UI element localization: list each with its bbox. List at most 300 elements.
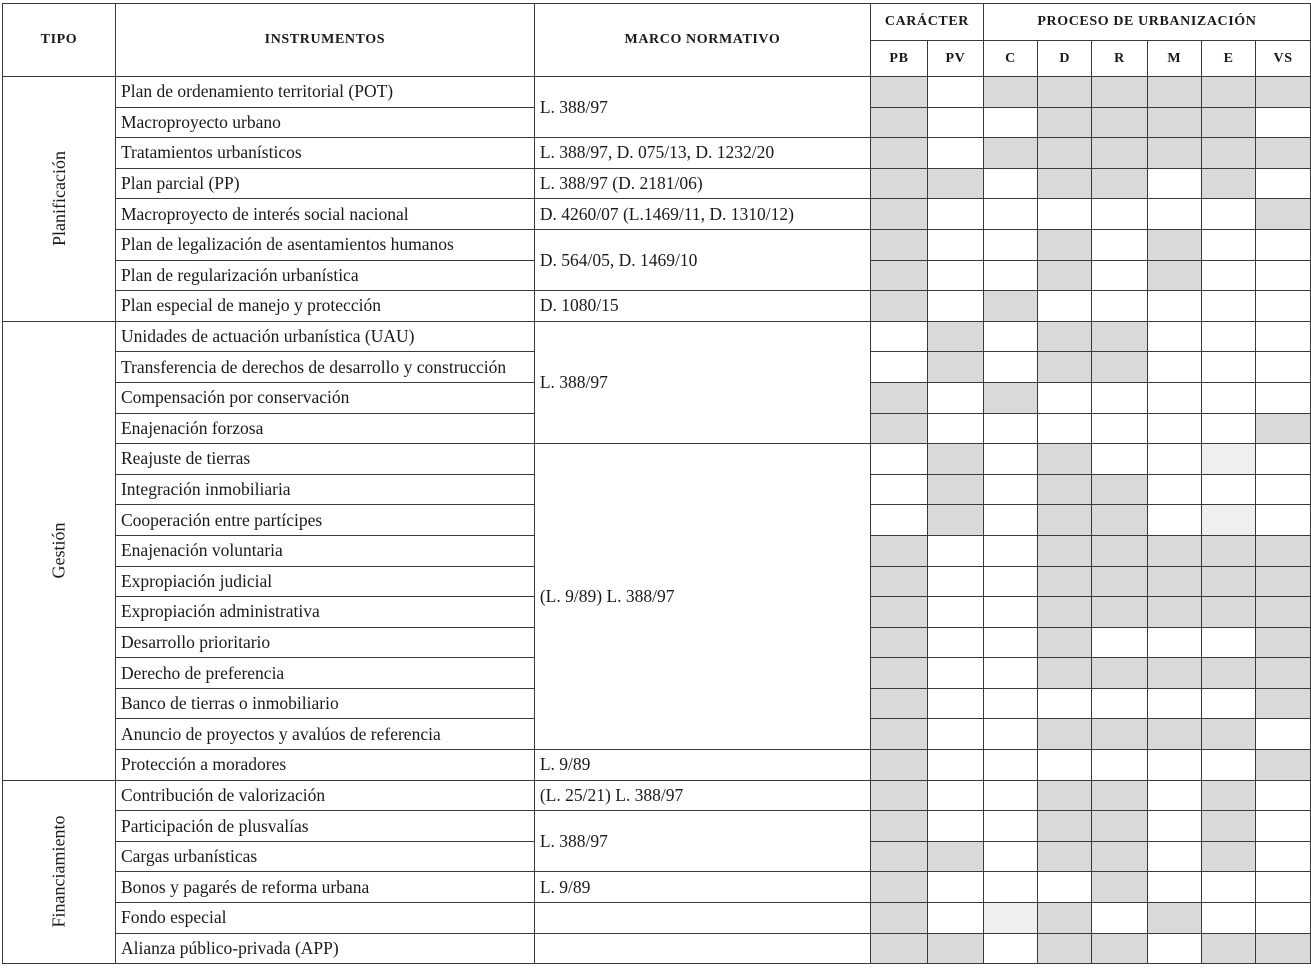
header-instrumentos: INSTRUMENTOS: [115, 4, 534, 77]
matrix-cell-r: [1092, 444, 1147, 475]
matrix-cell-e: [1201, 199, 1255, 230]
matrix-cell-c: [983, 872, 1037, 903]
matrix-cell-pb: [871, 229, 928, 260]
header-col-e: E: [1201, 41, 1255, 77]
matrix-cell-r: [1092, 872, 1147, 903]
table-row: [3, 933, 1311, 964]
matrix-cell-e: [1201, 444, 1255, 475]
matrix-cell-c: [983, 321, 1037, 352]
matrix-cell-pb: [871, 658, 928, 689]
matrix-cell-r: [1092, 168, 1147, 199]
matrix-cell-e: [1201, 841, 1255, 872]
matrix-cell-d: [1038, 597, 1092, 628]
matrix-cell-vs: [1256, 474, 1311, 505]
matrix-cell-vs: [1256, 260, 1311, 291]
matrix-cell-m: [1147, 382, 1201, 413]
matrix-cell-pv: [927, 750, 983, 781]
matrix-cell-m: [1147, 841, 1201, 872]
instrumento-cell: Cooperación entre partícipes: [115, 505, 534, 536]
header-col-d: D: [1038, 41, 1092, 77]
matrix-cell-vs: [1256, 688, 1311, 719]
matrix-cell-c: [983, 168, 1037, 199]
matrix-cell-d: [1038, 291, 1092, 322]
matrix-cell-pv: [927, 719, 983, 750]
matrix-cell-pb: [871, 382, 928, 413]
marco-normativo-cell: L. 9/89: [534, 750, 870, 781]
matrix-cell-d: [1038, 413, 1092, 444]
matrix-cell-e: [1201, 291, 1255, 322]
matrix-cell-d: [1038, 841, 1092, 872]
matrix-cell-c: [983, 382, 1037, 413]
instrumento-cell: Reajuste de tierras: [115, 444, 534, 475]
marco-normativo-cell: (L. 25/21) L. 388/97: [534, 780, 870, 811]
matrix-cell-vs: [1256, 444, 1311, 475]
matrix-cell-m: [1147, 933, 1201, 964]
matrix-cell-pb: [871, 535, 928, 566]
matrix-cell-pv: [927, 658, 983, 689]
matrix-cell-pb: [871, 780, 928, 811]
matrix-cell-e: [1201, 352, 1255, 383]
matrix-cell-r: [1092, 688, 1147, 719]
matrix-cell-r: [1092, 535, 1147, 566]
matrix-cell-vs: [1256, 627, 1311, 658]
header-col-m: M: [1147, 41, 1201, 77]
matrix-cell-e: [1201, 321, 1255, 352]
instrumento-cell: Enajenación voluntaria: [115, 535, 534, 566]
matrix-cell-pv: [927, 168, 983, 199]
matrix-cell-e: [1201, 688, 1255, 719]
instrumento-cell: Banco de tierras o inmobiliario: [115, 688, 534, 719]
matrix-cell-m: [1147, 811, 1201, 842]
header-col-pv: PV: [927, 41, 983, 77]
matrix-cell-vs: [1256, 841, 1311, 872]
instrumento-cell: Macroproyecto urbano: [115, 107, 534, 138]
table-row: [3, 750, 1311, 781]
matrix-cell-e: [1201, 413, 1255, 444]
matrix-cell-c: [983, 933, 1037, 964]
matrix-cell-vs: [1256, 77, 1311, 108]
matrix-cell-m: [1147, 107, 1201, 138]
matrix-cell-c: [983, 841, 1037, 872]
instrumento-cell: Macroproyecto de interés social nacional: [115, 199, 534, 230]
matrix-cell-r: [1092, 291, 1147, 322]
matrix-cell-e: [1201, 903, 1255, 934]
matrix-cell-pb: [871, 352, 928, 383]
instrumento-cell: Plan de ordenamiento territorial (POT): [115, 77, 534, 108]
matrix-cell-pv: [927, 872, 983, 903]
matrix-cell-d: [1038, 903, 1092, 934]
matrix-cell-r: [1092, 138, 1147, 169]
matrix-cell-r: [1092, 933, 1147, 964]
instrumento-cell: Plan de legalización de asentamientos humanos: [115, 229, 534, 260]
matrix-cell-pb: [871, 168, 928, 199]
matrix-cell-vs: [1256, 168, 1311, 199]
matrix-cell-pv: [927, 229, 983, 260]
table-row: [3, 229, 1311, 260]
table-body: [3, 77, 1311, 964]
matrix-cell-c: [983, 627, 1037, 658]
matrix-cell-d: [1038, 321, 1092, 352]
matrix-cell-pv: [927, 811, 983, 842]
matrix-cell-pb: [871, 933, 928, 964]
matrix-cell-c: [983, 780, 1037, 811]
header-col-c: C: [983, 41, 1037, 77]
matrix-cell-c: [983, 229, 1037, 260]
instrumento-cell: Transferencia de derechos de desarrollo y construcción: [115, 352, 534, 383]
instrumento-cell: Cargas urbanísticas: [115, 841, 534, 872]
matrix-cell-pv: [927, 627, 983, 658]
matrix-cell-pb: [871, 688, 928, 719]
instrumento-cell: Unidades de actuación urbanística (UAU): [115, 321, 534, 352]
matrix-cell-e: [1201, 260, 1255, 291]
matrix-cell-r: [1092, 903, 1147, 934]
table-row: [3, 168, 1311, 199]
matrix-cell-pv: [927, 321, 983, 352]
instrumento-cell: Plan parcial (PP): [115, 168, 534, 199]
matrix-cell-vs: [1256, 352, 1311, 383]
matrix-cell-r: [1092, 658, 1147, 689]
instrumento-cell: Participación de plusvalías: [115, 811, 534, 842]
matrix-cell-d: [1038, 505, 1092, 536]
matrix-cell-m: [1147, 444, 1201, 475]
matrix-cell-d: [1038, 566, 1092, 597]
matrix-cell-pb: [871, 291, 928, 322]
matrix-cell-pv: [927, 138, 983, 169]
matrix-cell-r: [1092, 505, 1147, 536]
matrix-cell-pv: [927, 780, 983, 811]
matrix-cell-c: [983, 474, 1037, 505]
matrix-cell-pv: [927, 352, 983, 383]
matrix-cell-pb: [871, 811, 928, 842]
matrix-cell-r: [1092, 474, 1147, 505]
matrix-cell-m: [1147, 535, 1201, 566]
matrix-cell-c: [983, 413, 1037, 444]
marco-normativo-cell: L. 388/97: [534, 321, 870, 443]
header-tipo: TIPO: [3, 4, 116, 77]
tipo-cell: [3, 321, 116, 780]
matrix-cell-e: [1201, 719, 1255, 750]
tipo-cell: [3, 780, 116, 964]
matrix-cell-d: [1038, 872, 1092, 903]
table-row: [3, 291, 1311, 322]
matrix-cell-r: [1092, 750, 1147, 781]
matrix-cell-m: [1147, 719, 1201, 750]
matrix-cell-r: [1092, 382, 1147, 413]
matrix-cell-e: [1201, 658, 1255, 689]
matrix-cell-e: [1201, 811, 1255, 842]
table-row: [3, 444, 1311, 475]
matrix-cell-vs: [1256, 750, 1311, 781]
instrumento-cell: Plan especial de manejo y protección: [115, 291, 534, 322]
table-row: [3, 780, 1311, 811]
instrumento-cell: Expropiación administrativa: [115, 597, 534, 628]
matrix-cell-d: [1038, 352, 1092, 383]
matrix-cell-m: [1147, 597, 1201, 628]
matrix-cell-pb: [871, 474, 928, 505]
matrix-cell-c: [983, 658, 1037, 689]
marco-normativo-cell: L. 9/89: [534, 872, 870, 903]
matrix-cell-r: [1092, 566, 1147, 597]
marco-normativo-cell: L. 388/97, D. 075/13, D. 1232/20: [534, 138, 870, 169]
matrix-cell-r: [1092, 597, 1147, 628]
matrix-cell-m: [1147, 77, 1201, 108]
matrix-cell-pv: [927, 505, 983, 536]
matrix-cell-c: [983, 688, 1037, 719]
matrix-cell-vs: [1256, 566, 1311, 597]
matrix-cell-m: [1147, 291, 1201, 322]
matrix-cell-c: [983, 505, 1037, 536]
matrix-cell-vs: [1256, 597, 1311, 628]
matrix-cell-vs: [1256, 903, 1311, 934]
matrix-cell-c: [983, 811, 1037, 842]
matrix-cell-pv: [927, 597, 983, 628]
matrix-cell-d: [1038, 107, 1092, 138]
matrix-cell-m: [1147, 168, 1201, 199]
matrix-cell-e: [1201, 750, 1255, 781]
matrix-cell-r: [1092, 780, 1147, 811]
matrix-cell-vs: [1256, 291, 1311, 322]
matrix-cell-pb: [871, 413, 928, 444]
matrix-cell-m: [1147, 138, 1201, 169]
marco-normativo-cell: L. 388/97: [534, 811, 870, 872]
table-row: [3, 199, 1311, 230]
marco-normativo-cell: [534, 933, 870, 964]
matrix-cell-e: [1201, 138, 1255, 169]
matrix-cell-pv: [927, 291, 983, 322]
matrix-cell-m: [1147, 658, 1201, 689]
matrix-cell-e: [1201, 627, 1255, 658]
matrix-cell-m: [1147, 474, 1201, 505]
matrix-cell-vs: [1256, 933, 1311, 964]
matrix-cell-pv: [927, 903, 983, 934]
table-row: [3, 811, 1311, 842]
matrix-cell-c: [983, 903, 1037, 934]
matrix-cell-e: [1201, 780, 1255, 811]
matrix-cell-r: [1092, 627, 1147, 658]
instrumento-cell: Anuncio de proyectos y avalúos de referencia: [115, 719, 534, 750]
matrix-cell-c: [983, 719, 1037, 750]
matrix-cell-e: [1201, 382, 1255, 413]
matrix-cell-vs: [1256, 535, 1311, 566]
matrix-cell-pv: [927, 107, 983, 138]
instrumento-cell: Alianza público-privada (APP): [115, 933, 534, 964]
instrumento-cell: Tratamientos urbanísticos: [115, 138, 534, 169]
matrix-cell-c: [983, 77, 1037, 108]
marco-normativo-cell: L. 388/97 (D. 2181/06): [534, 168, 870, 199]
matrix-cell-d: [1038, 229, 1092, 260]
matrix-cell-pb: [871, 566, 928, 597]
matrix-cell-d: [1038, 199, 1092, 230]
matrix-cell-e: [1201, 77, 1255, 108]
matrix-cell-vs: [1256, 321, 1311, 352]
tipo-cell: [3, 77, 116, 322]
instruments-matrix-table: [2, 3, 1311, 964]
matrix-cell-m: [1147, 780, 1201, 811]
matrix-cell-vs: [1256, 199, 1311, 230]
matrix-cell-pv: [927, 382, 983, 413]
matrix-cell-pb: [871, 597, 928, 628]
matrix-cell-d: [1038, 811, 1092, 842]
matrix-cell-e: [1201, 933, 1255, 964]
matrix-cell-e: [1201, 107, 1255, 138]
matrix-cell-d: [1038, 750, 1092, 781]
matrix-cell-pv: [927, 841, 983, 872]
instrumento-cell: Compensación por conservación: [115, 382, 534, 413]
matrix-cell-pb: [871, 321, 928, 352]
instrumento-cell: Protección a moradores: [115, 750, 534, 781]
matrix-cell-vs: [1256, 413, 1311, 444]
matrix-cell-c: [983, 566, 1037, 597]
matrix-cell-pv: [927, 77, 983, 108]
matrix-cell-vs: [1256, 505, 1311, 536]
matrix-cell-d: [1038, 627, 1092, 658]
instrumento-cell: Bonos y pagarés de reforma urbana: [115, 872, 534, 903]
matrix-cell-pb: [871, 841, 928, 872]
matrix-cell-r: [1092, 77, 1147, 108]
matrix-cell-vs: [1256, 658, 1311, 689]
matrix-cell-e: [1201, 566, 1255, 597]
marco-normativo-cell: D. 1080/15: [534, 291, 870, 322]
marco-normativo-cell: L. 388/97: [534, 77, 870, 138]
matrix-cell-e: [1201, 872, 1255, 903]
matrix-cell-m: [1147, 505, 1201, 536]
header-col-r: R: [1092, 41, 1147, 77]
header-col-pb: PB: [871, 41, 928, 77]
matrix-cell-m: [1147, 260, 1201, 291]
matrix-cell-pb: [871, 138, 928, 169]
table-row: [3, 903, 1311, 934]
matrix-cell-pv: [927, 199, 983, 230]
marco-normativo-cell: [534, 903, 870, 934]
instrumento-cell: Enajenación forzosa: [115, 413, 534, 444]
matrix-cell-pb: [871, 444, 928, 475]
matrix-cell-pv: [927, 535, 983, 566]
matrix-cell-d: [1038, 444, 1092, 475]
matrix-cell-pv: [927, 444, 983, 475]
matrix-cell-pv: [927, 260, 983, 291]
header-marco-normativo: MARCO NORMATIVO: [534, 4, 870, 77]
matrix-cell-m: [1147, 321, 1201, 352]
matrix-cell-d: [1038, 138, 1092, 169]
matrix-cell-e: [1201, 597, 1255, 628]
matrix-cell-pb: [871, 903, 928, 934]
matrix-cell-pb: [871, 627, 928, 658]
matrix-cell-e: [1201, 505, 1255, 536]
table-row: [3, 77, 1311, 108]
matrix-cell-vs: [1256, 780, 1311, 811]
matrix-cell-e: [1201, 474, 1255, 505]
matrix-cell-pb: [871, 199, 928, 230]
matrix-cell-e: [1201, 535, 1255, 566]
matrix-cell-m: [1147, 199, 1201, 230]
matrix-cell-pb: [871, 107, 928, 138]
matrix-cell-d: [1038, 260, 1092, 291]
matrix-cell-vs: [1256, 382, 1311, 413]
matrix-cell-r: [1092, 321, 1147, 352]
matrix-cell-pb: [871, 505, 928, 536]
instrumento-cell: Contribución de valorización: [115, 780, 534, 811]
table-row: [3, 321, 1311, 352]
matrix-cell-d: [1038, 658, 1092, 689]
matrix-cell-e: [1201, 229, 1255, 260]
matrix-cell-c: [983, 291, 1037, 322]
matrix-cell-m: [1147, 352, 1201, 383]
matrix-cell-c: [983, 750, 1037, 781]
matrix-cell-pb: [871, 77, 928, 108]
matrix-cell-m: [1147, 688, 1201, 719]
matrix-cell-pv: [927, 474, 983, 505]
matrix-cell-r: [1092, 352, 1147, 383]
matrix-cell-m: [1147, 566, 1201, 597]
tipo-label: Gestión: [48, 522, 69, 579]
matrix-cell-pv: [927, 413, 983, 444]
matrix-cell-r: [1092, 413, 1147, 444]
matrix-cell-vs: [1256, 229, 1311, 260]
matrix-cell-r: [1092, 107, 1147, 138]
matrix-cell-pb: [871, 260, 928, 291]
matrix-cell-r: [1092, 199, 1147, 230]
instrumento-cell: Fondo especial: [115, 903, 534, 934]
header-col-vs: VS: [1256, 41, 1311, 77]
tipo-label: Financiamiento: [48, 815, 69, 928]
instrumento-cell: Expropiación judicial: [115, 566, 534, 597]
instrumento-cell: Derecho de preferencia: [115, 658, 534, 689]
matrix-cell-d: [1038, 382, 1092, 413]
matrix-cell-e: [1201, 168, 1255, 199]
matrix-cell-d: [1038, 780, 1092, 811]
matrix-cell-d: [1038, 77, 1092, 108]
matrix-cell-d: [1038, 933, 1092, 964]
matrix-cell-d: [1038, 535, 1092, 566]
marco-normativo-cell: D. 4260/07 (L.1469/11, D. 1310/12): [534, 199, 870, 230]
matrix-cell-pv: [927, 933, 983, 964]
header-caracter: CARÁCTER: [871, 4, 984, 41]
tipo-label: Planificación: [48, 151, 69, 247]
table-header: [3, 4, 1311, 77]
matrix-cell-d: [1038, 719, 1092, 750]
matrix-cell-c: [983, 597, 1037, 628]
matrix-cell-c: [983, 199, 1037, 230]
matrix-cell-c: [983, 138, 1037, 169]
matrix-cell-m: [1147, 872, 1201, 903]
matrix-cell-d: [1038, 168, 1092, 199]
matrix-cell-c: [983, 107, 1037, 138]
matrix-cell-c: [983, 260, 1037, 291]
table-row: [3, 138, 1311, 169]
matrix-cell-pv: [927, 688, 983, 719]
matrix-cell-pb: [871, 750, 928, 781]
marco-normativo-cell: (L. 9/89) L. 388/97: [534, 444, 870, 750]
marco-normativo-cell: D. 564/05, D. 1469/10: [534, 229, 870, 290]
matrix-cell-m: [1147, 903, 1201, 934]
matrix-cell-c: [983, 535, 1037, 566]
instrumento-cell: Plan de regularización urbanística: [115, 260, 534, 291]
matrix-cell-d: [1038, 474, 1092, 505]
matrix-cell-m: [1147, 229, 1201, 260]
matrix-cell-pb: [871, 719, 928, 750]
matrix-cell-vs: [1256, 719, 1311, 750]
matrix-cell-r: [1092, 841, 1147, 872]
instrumento-cell: Desarrollo prioritario: [115, 627, 534, 658]
matrix-cell-vs: [1256, 872, 1311, 903]
matrix-cell-r: [1092, 811, 1147, 842]
matrix-cell-pb: [871, 872, 928, 903]
matrix-cell-pv: [927, 566, 983, 597]
matrix-cell-vs: [1256, 107, 1311, 138]
matrix-cell-m: [1147, 413, 1201, 444]
matrix-cell-c: [983, 444, 1037, 475]
matrix-cell-d: [1038, 688, 1092, 719]
